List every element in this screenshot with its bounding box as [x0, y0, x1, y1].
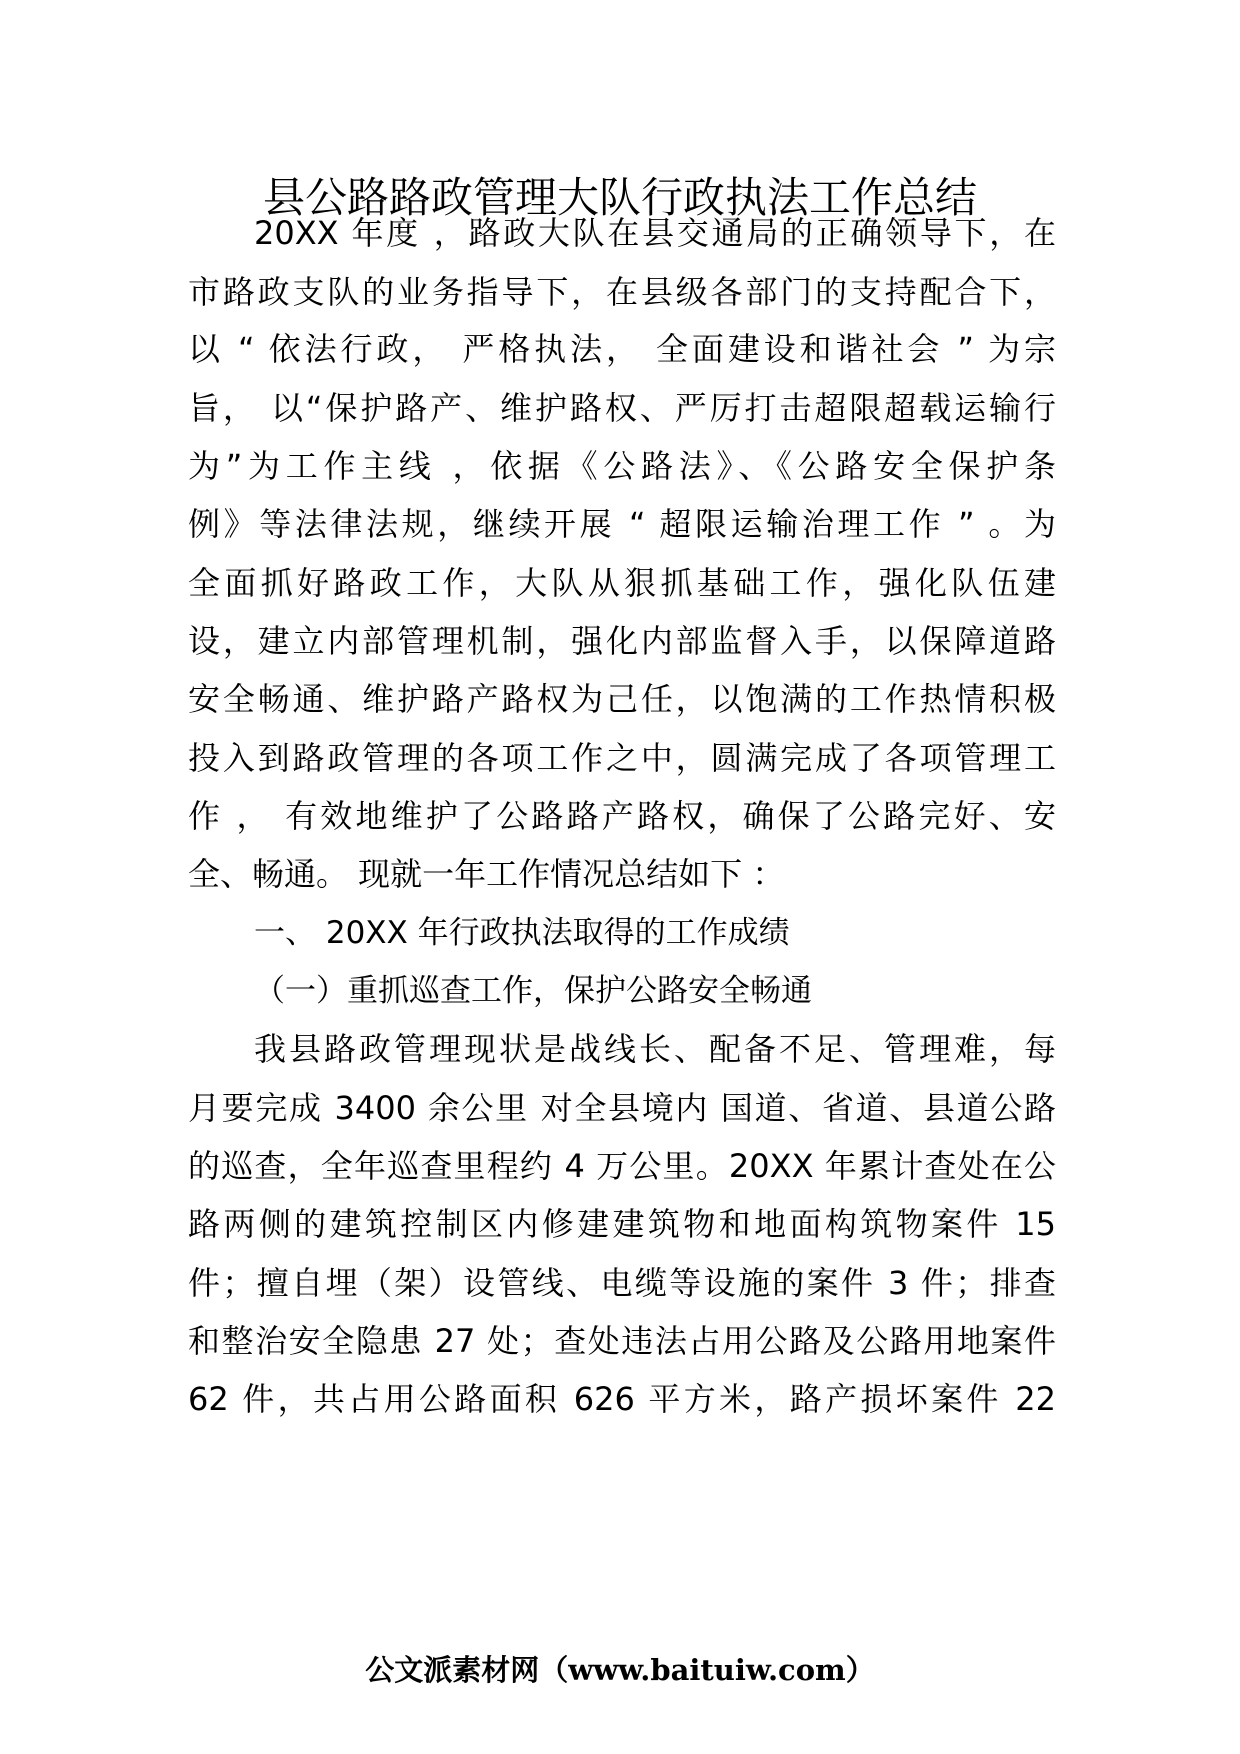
document-title: 县公路路政管理大队行政执法工作总结: [262, 173, 977, 222]
paragraph-line: 的巡查，全年巡查里程约 4 万公里。20XX 年累计查处在公: [188, 1147, 1056, 1185]
paragraph-line: 例》等法律法规，继续开展 “ 超限运输治理工作 ” 。为: [188, 505, 1056, 543]
paragraph-line: 为”为工作主线 ，依据《公路法》、《公路安全保护条: [188, 447, 1056, 485]
paragraph-line: 路两侧的建筑控制区内修建建筑物和地面构筑物案件 15: [188, 1205, 1056, 1243]
subsection-heading: （一）重抓巡查工作，保护公路安全畅通: [254, 973, 812, 1009]
paragraph-line: 旨， 以“保护路产、维护路权、严厉打击超限超载运输行: [188, 389, 1056, 427]
paragraph-line: 市路政支队的业务指导下，在县级各部门的支持配合下，: [188, 273, 1056, 311]
paragraph-line: 作 ， 有效地维护了公路路产路权，确保了公路完好、安: [188, 797, 1056, 835]
paragraph-line: 设，建立内部管理机制，强化内部监督入手，以保障道路: [188, 622, 1056, 660]
paragraph-line: 件；擅自埋（架）设管线、电缆等设施的案件 3 件；排查: [188, 1264, 1056, 1302]
paragraph-line: 月要完成 3400 余公里 对全县境内 国道、省道、县道公路: [188, 1089, 1056, 1127]
paragraph-line: 我县路政管理现状是战线长、配备不足、管理难，每: [254, 1030, 1056, 1068]
paragraph-line: 全面抓好路政工作，大队从狠抓基础工作，强化队伍建: [188, 564, 1056, 602]
paragraph-line: 以 “ 依法行政， 严格执法， 全面建设和谐社会 ” 为宗: [188, 330, 1056, 368]
paragraph-line: 62 件，共占用公路面积 626 平方米，路产损坏案件 22: [188, 1380, 1056, 1418]
section-heading: 一、 20XX 年行政执法取得的工作成绩: [254, 915, 790, 951]
paragraph-line: 投入到路政管理的各项工作之中，圆满完成了各项管理工: [188, 739, 1056, 777]
paragraph-line: 全、畅通。 现就一年工作情况总结如下 ：: [188, 855, 785, 893]
paragraph-line: 和整治安全隐患 27 处；查处违法占用公路及公路用地案件: [188, 1322, 1056, 1360]
paragraph-line: 安全畅通、维护路产路权为己任，以饱满的工作热情积极: [188, 680, 1056, 718]
watermark-footer: 公文派素材网（www.baituiw.com）: [365, 1653, 875, 1687]
paragraph-line: 20XX 年度 ，路政大队在县交通局的正确领导下，在: [254, 214, 1056, 252]
